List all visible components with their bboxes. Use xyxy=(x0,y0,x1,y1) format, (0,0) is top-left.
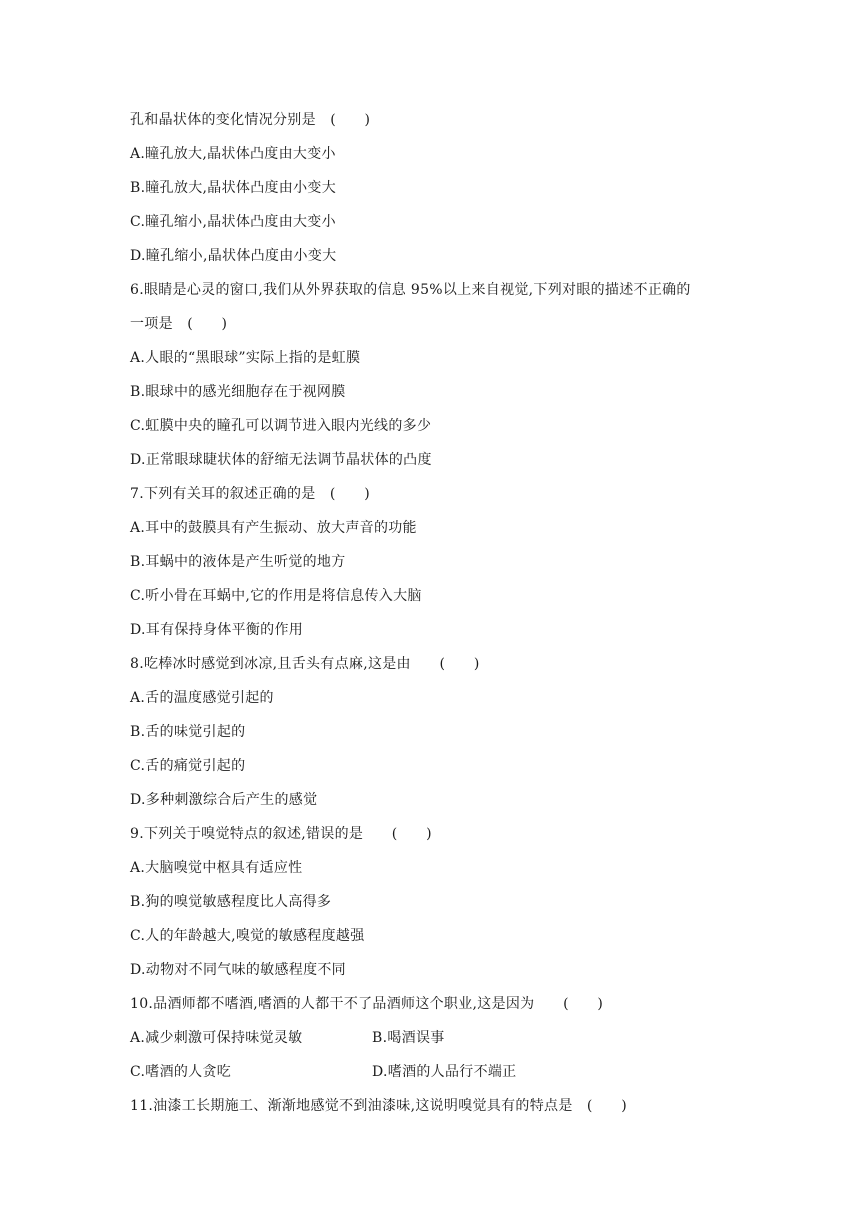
q6-option-c: C.虹膜中央的瞳孔可以调节进入眼内光线的多少 xyxy=(130,418,432,434)
q6-option-d: D.正常眼球睫状体的舒缩无法调节晶状体的凸度 xyxy=(130,452,432,468)
q10-stem: 10.品酒师都不嗜酒,嗜酒的人都干不了品酒师这个职业,这是因为 ( ) xyxy=(130,996,604,1012)
q6-stem: 6.眼睛是心灵的窗口,我们从外界获取的信息 95%以上来自视觉,下列对眼的描述不正确的 xyxy=(130,282,691,298)
q9-option-d: D.动物对不同气味的敏感程度不同 xyxy=(130,962,346,978)
q9-stem: 9.下列关于嗅觉特点的叙述,错误的是 ( ) xyxy=(130,826,432,842)
q9-option-c: C.人的年龄越大,嗅觉的敏感程度越强 xyxy=(130,928,365,944)
q8-option-b: B.舌的味觉引起的 xyxy=(130,724,246,740)
q8-stem: 8.吃棒冰时感觉到冰凉,且舌头有点麻,这是由 ( ) xyxy=(130,656,480,672)
q5-option-a: A.瞳孔放大,晶状体凸度由大变小 xyxy=(130,146,336,162)
q10-option-b: B.喝酒误事 xyxy=(372,1030,445,1046)
q8-option-a: A.舌的温度感觉引起的 xyxy=(130,690,274,706)
q5-stem-continuation: 孔和晶状体的变化情况分别是 ( ) xyxy=(130,112,371,128)
q7-option-c: C.听小骨在耳蜗中,它的作用是将信息传入大脑 xyxy=(130,588,422,604)
q5-option-d: D.瞳孔缩小,晶状体凸度由小变大 xyxy=(130,248,337,264)
q6-stem-continuation: 一项是 ( ) xyxy=(130,316,228,332)
q5-option-b: B.瞳孔放大,晶状体凸度由小变大 xyxy=(130,180,336,196)
q10-option-c: C.嗜酒的人贪吃 xyxy=(130,1064,232,1080)
q8-option-d: D.多种刺激综合后产生的感觉 xyxy=(130,792,318,808)
q6-option-b: B.眼球中的感光细胞存在于视网膜 xyxy=(130,384,346,400)
q7-option-a: A.耳中的鼓膜具有产生振动、放大声音的功能 xyxy=(130,520,417,536)
q5-option-c: C.瞳孔缩小,晶状体凸度由大变小 xyxy=(130,214,336,230)
q11-stem: 11.油漆工长期施工、渐渐地感觉不到油漆味,这说明嗅觉具有的特点是 ( ) xyxy=(130,1098,628,1114)
q7-option-b: B.耳蜗中的液体是产生听觉的地方 xyxy=(130,554,346,570)
q7-option-d: D.耳有保持身体平衡的作用 xyxy=(130,622,304,638)
q10-option-d: D.嗜酒的人品行不端正 xyxy=(372,1064,517,1080)
q8-option-c: C.舌的痛觉引起的 xyxy=(130,758,246,774)
q9-option-a: A.大脑嗅觉中枢具有适应性 xyxy=(130,860,303,876)
q6-option-a: A.人眼的“黑眼球”实际上指的是虹膜 xyxy=(130,350,361,366)
q7-stem: 7.下列有关耳的叙述正确的是 ( ) xyxy=(130,486,370,502)
q9-option-b: B.狗的嗅觉敏感程度比人高得多 xyxy=(130,894,332,910)
q10-option-a: A.减少刺激可保持味觉灵敏 xyxy=(130,1030,303,1046)
